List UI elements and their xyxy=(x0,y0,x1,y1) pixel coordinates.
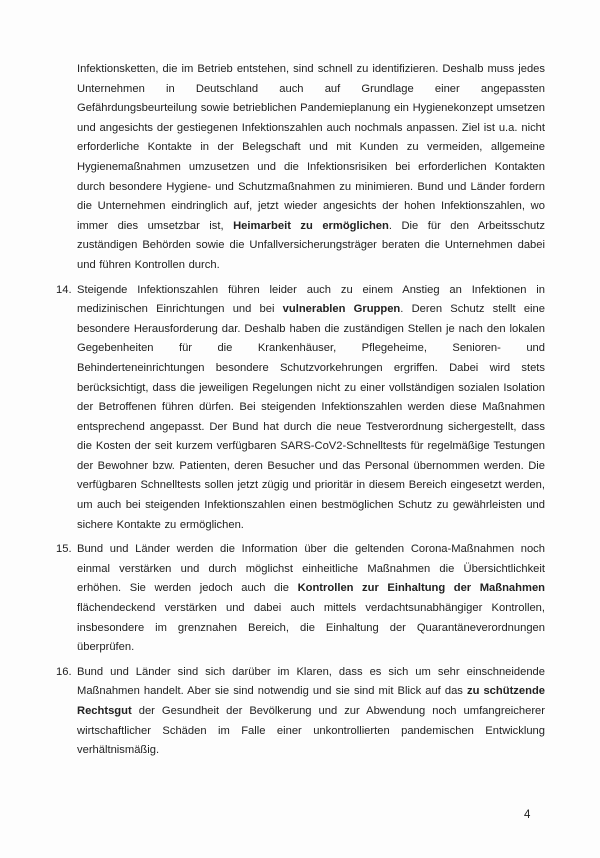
list-item-number: 14. xyxy=(56,283,72,296)
item-14-text-segment: . Deren Schutz stellt eine besondere Herausforderung dar. Deshalb haben die zuständigen Stellen je nach den lokalen Gegebenheiten für die Krankenhäuser, Pflegeheime, Senioren- und Behinderteneinrichtungen besondere Schutzvorkehrungen ergriffen. Dabei wird stets berücksichtigt, dass die jeweiligen Regelungen nicht zu einer vollständigen sozialen Isolation der Betroffenen führen dürfen. Bei steigenden Infektionszahlen werden diese Maßnahmen entsprechend angepasst. Der Bund hat durch die neue Testverordnung sichergestellt, dass die Kosten der seit kurzem verfügbaren SARS-CoV2-Schnelltests für regelmäßige Testungen der Bewohner bzw. Patienten, deren Besucher und das Personal übernommen werden. Die verfügbaren Schnelltests sollen jetzt zügig und prioritär in diesem Bereich eingesetzt werden, um auch bei steigenden Infektionszahlen einen bestmöglichen Schutz zu gewährleisten und sichere Kontakte zu ermöglichen. xyxy=(77,303,545,531)
page-number: 4 xyxy=(524,809,531,821)
list-item-15 xyxy=(56,540,545,658)
item-16-text-segment: Bund und Länder sind sich darüber im Klaren, dass es sich um sehr einschneidende Maßnahmen handelt. Aber sie sind notwendig und sie sind mit Blick auf das xyxy=(77,665,545,698)
list-item-16 xyxy=(56,663,545,761)
list-item-14 xyxy=(56,281,545,536)
intro-text-segment: . Die für den Arbeitsschutz zuständigen Behörden sowie die Unfallversicherungsträger beraten die Unternehmen dabei und führen Kontrollen durch. xyxy=(77,219,545,271)
item-15-bold-kontrollen: Kontrollen zur Einhaltung der Maßnahmen xyxy=(297,582,545,595)
item-16-bold-rechtsgut: zu schützende Rechtsgut xyxy=(77,685,546,717)
intro-bold-heimarbeit: Heimarbeit zu ermöglichen xyxy=(233,219,389,232)
list-item-14-text xyxy=(77,281,545,536)
item-14-bold-vulnerable-gruppen: vulnerablen Gruppen xyxy=(282,303,401,316)
item-14-text-segment: Steigende Infektionszahlen führen leider auch zu einem Anstieg an Infektionen in medizinischen Einrichtungen und bei xyxy=(77,283,545,316)
item-15-text-segment: Bund und Länder werden die Information über die geltenden Corona-Maßnahmen noch einmal verstärken und durch möglichst einheitliche Maßnahmen die Übersichtlichkeit erhöhen. Sie werden jedoch auch die xyxy=(77,543,545,595)
intro-text-segment: Infektionsketten, die im Betrieb entstehen, sind schnell zu identifizieren. Deshalb muss jedes Unternehmen in Deutschland auch auf Grundlage einer angepassten Gefährdungsbeurteilung sowie betrieblichen Pandemieplanung ein Hygienekonzept umsetzen und angesichts der gestiegenen Infektionszahlen auch nochmals anpassen. Ziel ist u.a. nicht erforderliche Kontakte in der Belegschaft und mit Kunden zu vermeiden, allgemeine Hygienemaßnahmen umzusetzen und die Infektionsrisiken bei erforderlichen Kontakten durch besondere Hygiene- und Schutzmaßnahmen zu minimieren. Bund und Länder fordern die Unternehmen eindringlich auf, jetzt wieder angesichts der hohen Infektionszahlen, wo immer dies umsetzbar ist, xyxy=(77,63,545,232)
list-item-number: 15. xyxy=(56,543,72,556)
item-16-text-segment: der Gesundheit der Bevölkerung und zur Abwendung noch umfangreicherer wirtschaftlicher Schäden im Falle einer unkontrollierten pandemischen Entwicklung verhältnismäßig. xyxy=(77,705,545,757)
list-item-number: 16. xyxy=(56,665,72,678)
list-item-16-text xyxy=(77,663,545,761)
page-content xyxy=(56,60,545,766)
list-item-15-text xyxy=(77,540,545,658)
item-15-text-segment: flächendeckend verstärken und dabei auch mittels verdachtsunabhängiger Kontrollen, insbesondere im grenznahen Bereich, die Einhaltung der Quarantäneverordnungen überprüfen. xyxy=(77,602,545,654)
paragraph-intro-continuation xyxy=(77,60,545,276)
